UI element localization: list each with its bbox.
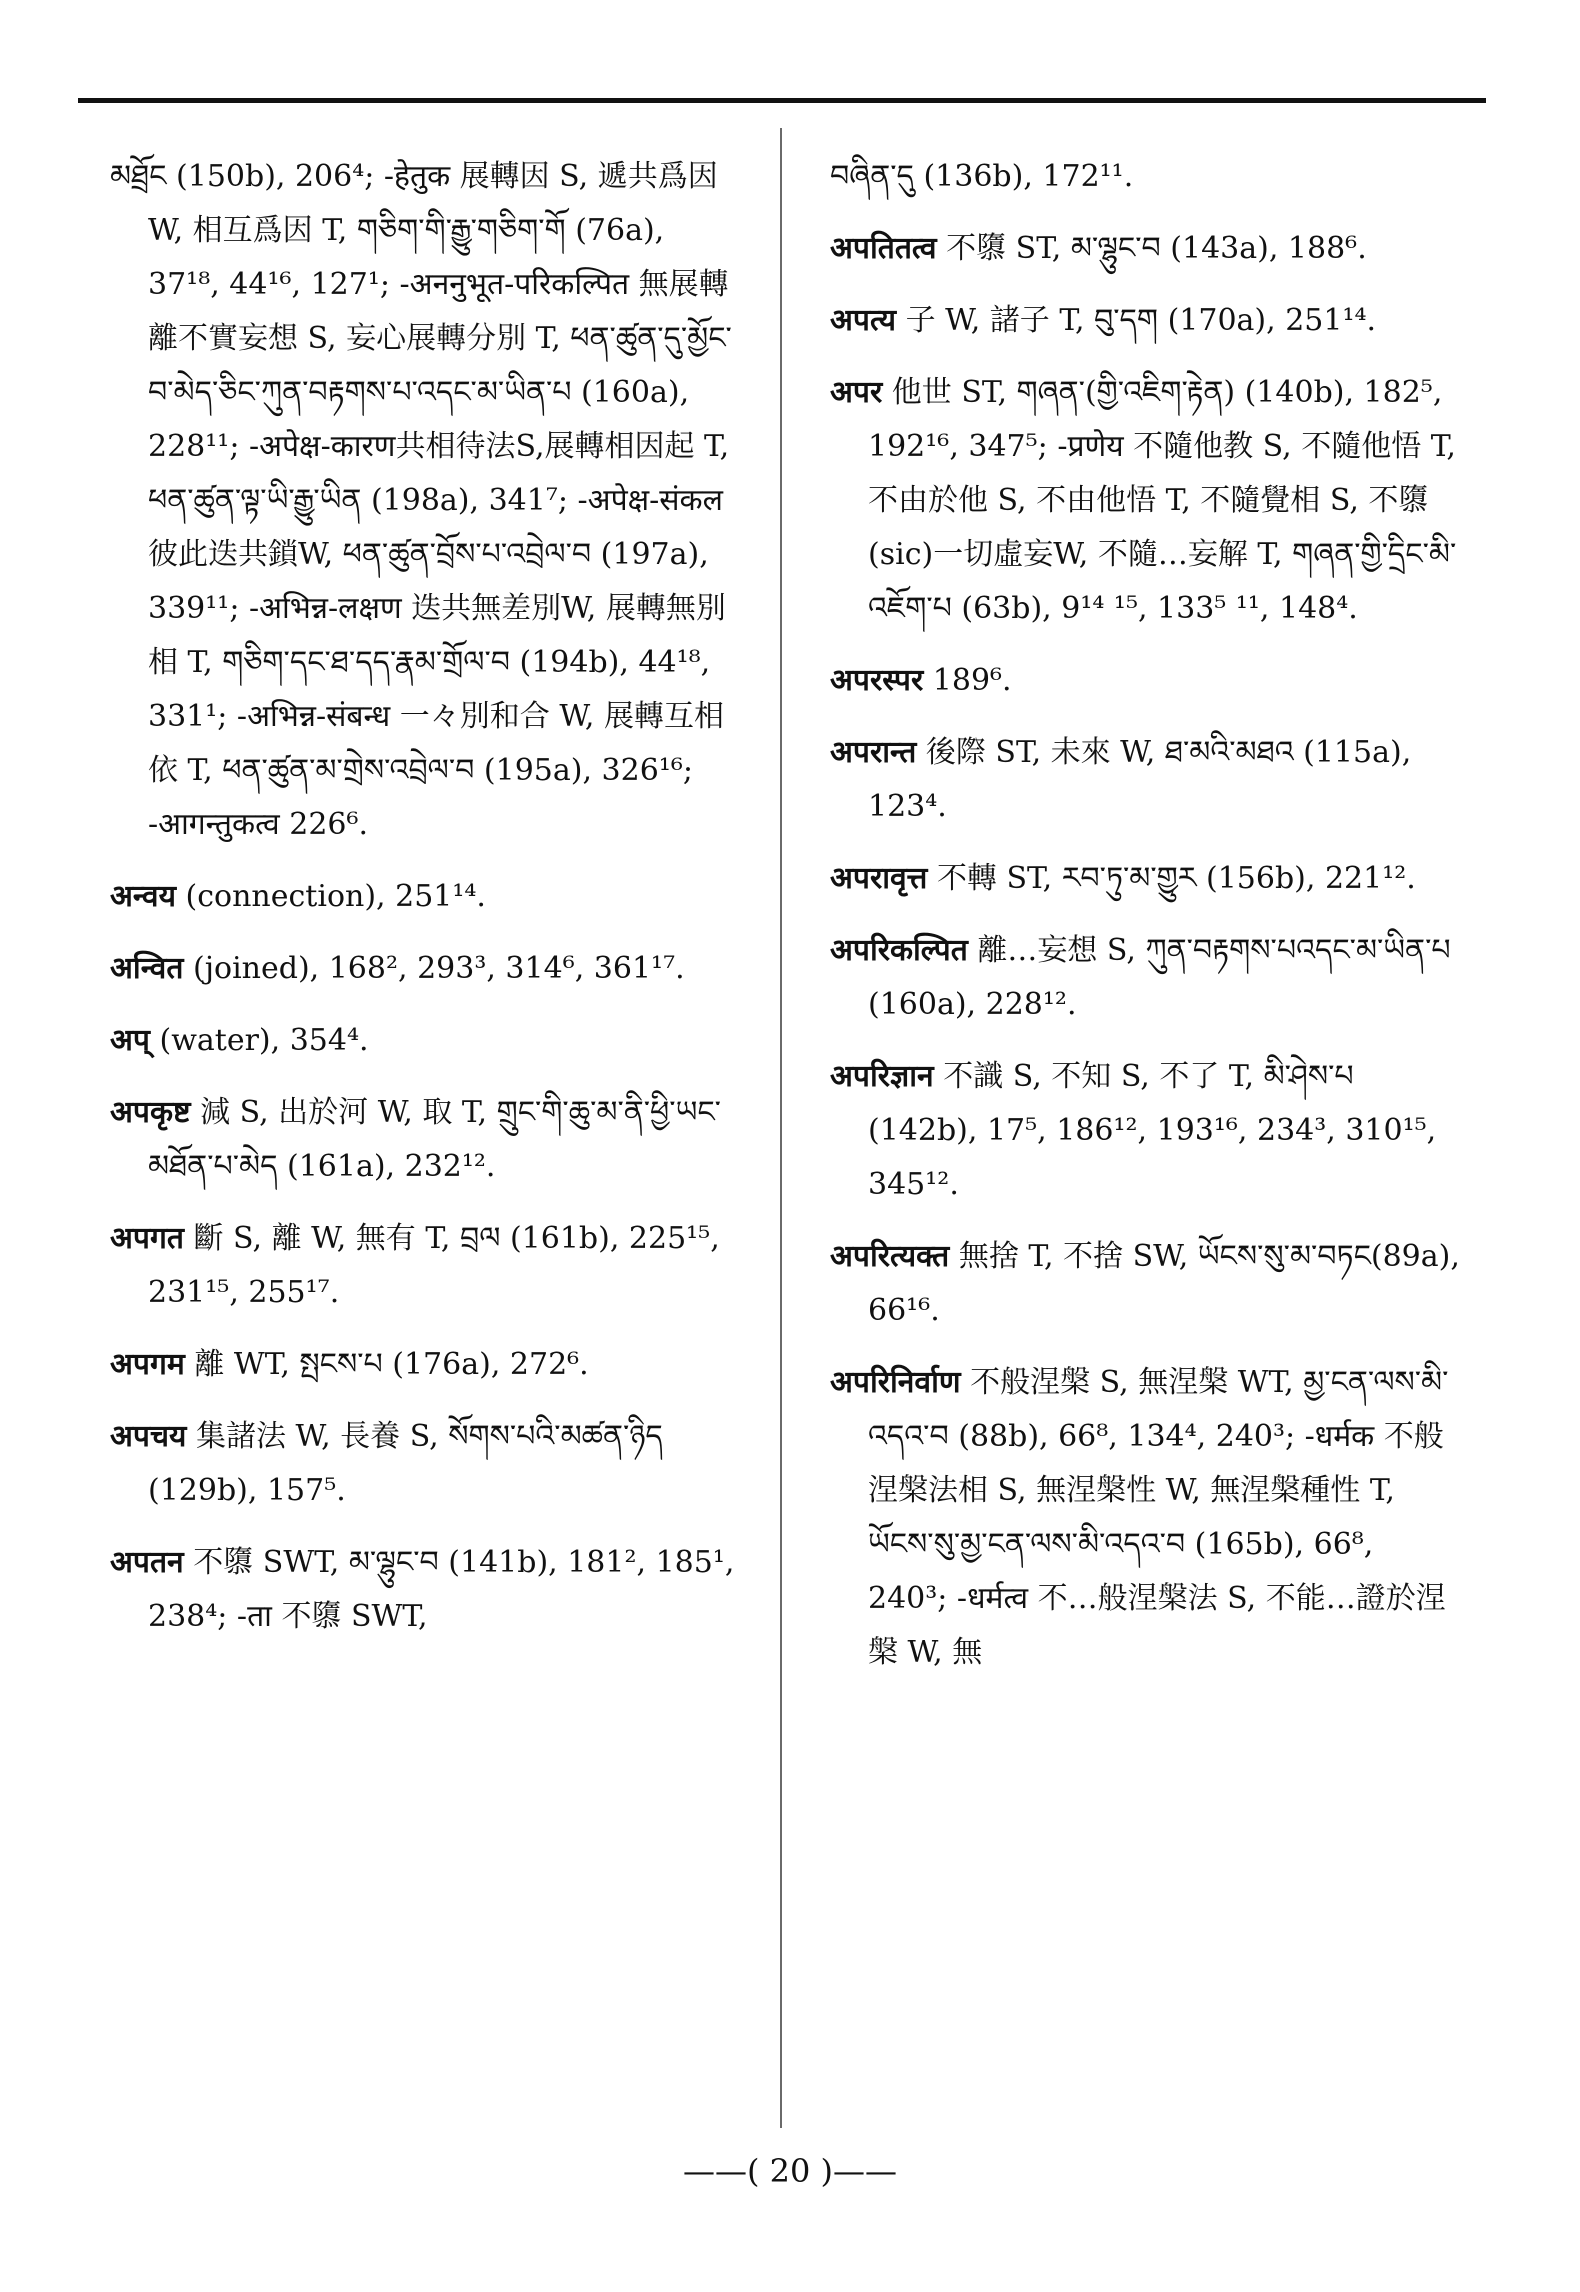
entry-headword: अपरावृत्त <box>830 861 928 896</box>
dictionary-entry <box>830 1230 1460 1338</box>
entry-body: 189⁶. <box>932 663 1012 698</box>
dictionary-entry <box>830 924 1460 1032</box>
entry-body: 不轉 ST, རབ་ཏུ་མ་གྱུར (156b), 221¹². <box>936 861 1416 896</box>
entry-headword: अन्वय <box>110 879 176 914</box>
entry-headword: अपरिनिर्वाण <box>830 1365 961 1400</box>
dictionary-entry <box>110 942 740 996</box>
entry-body: 後際 ST, 未來 W, ཐ་མའི་མཐའ (115a), 123⁴. <box>868 735 1412 824</box>
entry-headword: अपतितत्व <box>830 231 937 266</box>
entry-body: 減 S, 出於河 W, 取 T, གྲུང་གི་ཆུ་མ་ནི་ཕྱི་ཡང་མཐོན་པ་མེད (161a), 232¹². <box>148 1095 721 1184</box>
entry-body: (water), 354⁴. <box>159 1023 369 1058</box>
dictionary-entry <box>110 1410 740 1518</box>
entry-headword: अपगम <box>110 1347 185 1382</box>
dictionary-entry <box>830 726 1460 834</box>
entry-body: བཞིན་དུ (136b), 172¹¹. <box>830 159 1134 194</box>
entry-headword: अपरिकल्पित <box>830 933 968 968</box>
entry-body: 不隳 ST, མ་ལྷུང་བ (143a), 188⁶. <box>946 231 1367 266</box>
entry-body: 不般涅槃 S, 無涅槃 WT, མྱ་ངན་ལས་མི་འདའ་བ (88b), 66⁸, 134⁴, 240³; -धर्मक 不般涅槃法相 S, 無涅槃性 W, 無涅槃種性 T, ཡོངས་སུ་མྱ་ངན་ལས་མི་འདའ་བ (165b), 66⁸, 240³; -धर्मत्व 不…般涅槃法 S, 不能…證於涅槃 W, 無 <box>868 1365 1449 1670</box>
entry-body: 集諸法 W, 長養 S, སོགས་པའི་མཚན་ཉིད (129b), 157⁵. <box>148 1419 663 1508</box>
dictionary-entry <box>110 870 740 924</box>
page-number: ——( 20 )—— <box>682 2152 898 2190</box>
dictionary-entry <box>110 1014 740 1068</box>
entry-body: 無捨 T, 不捨 SW, ཡོངས་སུ་མ་བཏང(89a), 66¹⁶. <box>868 1239 1460 1328</box>
right-column <box>830 150 1460 1698</box>
entry-body: 子 W, 諸子 T, བུ་དག (170a), 251¹⁴. <box>905 303 1377 338</box>
entry-headword: अपरान्त <box>830 735 917 770</box>
dictionary-entry <box>830 654 1460 708</box>
entry-headword: अपगत <box>110 1221 184 1256</box>
dictionary-entry <box>110 150 740 852</box>
entry-body: 他世 ST, གཞན་(གྱི་འཇིག་རྟེན) (140b), 182⁵, 192¹⁶, 347⁵; -प्रणेय 不隨他教 S, 不隨他悟 T, 不由於他 S, 不由他悟 T, 不隨覺相 S, 不隳(sic)一切虛妄W, 不隨…妄解 T, གཞན་གྱི་དྲིང་མི་འཇོག་པ (63b), 9¹⁴ ¹⁵, 133⁵ ¹¹, 148⁴. <box>868 375 1457 626</box>
column-divider <box>780 128 782 2128</box>
entry-headword: अपकृष्ट <box>110 1095 191 1130</box>
dictionary-entry <box>830 294 1460 348</box>
entry-body: 不識 S, 不知 S, 不了 T, མི་ཤེས་པ (142b), 17⁵, 186¹², 193¹⁶, 234³, 310¹⁵, 345¹². <box>868 1059 1437 1202</box>
top-rule <box>78 98 1486 103</box>
dictionary-entry <box>830 1050 1460 1212</box>
entry-body: 離 WT, སྤངས་པ (176a), 272⁶. <box>194 1347 589 1382</box>
entry-body: 斷 S, 離 W, 無有 T, བྲལ (161b), 225¹⁵, 231¹⁵, 255¹⁷. <box>148 1221 720 1310</box>
entry-headword: अपर <box>830 375 883 410</box>
left-column <box>110 150 740 1662</box>
dictionary-entry <box>110 1212 740 1320</box>
entry-headword: अपतन <box>110 1545 184 1580</box>
entry-headword: अपरिज्ञान <box>830 1059 934 1094</box>
entry-body: མཐྲོང (150b), 206⁴; -हेतुक 展轉因 S, 遞共爲因 W, 相互爲因 T, གཅིག་གི་རྒྱུ་གཅིག་གོ (76a), 37¹⁸, 44¹⁶, 127¹; -अननुभूत-परिकल्पित 無展轉離不實妄想 S, 妄心展轉分別 T, ཕན་ཚུན་དུ་མྱོང་བ་མེད་ཅིང་ཀུན་བརྟགས་པ་འདང་མ་ཡིན་པ (160a), 228¹¹; -अपेक्ष-कारण共相待法S,展轉相因起 T, ཕན་ཚུན་ལྟ་ཡི་རྒྱུ་ཡིན (198a), 341⁷; -अपेक्ष-संकल 彼此迭共鎖W, ཕན་ཚུན་བྲོས་པ་འབྲེལ་བ (197a), 339¹¹; -अभिन्न-लक्षण 迭共無差別W, 展轉無別相 T, གཅིག་དང་ཐ་དད་རྣམ་གྲོལ་བ (194b), 44¹⁸, 331¹; -अभिन्न-संबन्ध 一々別和合 W, 展轉互相依 T, ཕན་ཚུན་མ་གྲེས་འབྲེལ་བ (195a), 326¹⁶; -आगन्तुकत्व 226⁶. <box>110 159 732 842</box>
dictionary-entry <box>110 1086 740 1194</box>
entry-headword: अन्वित <box>110 951 184 986</box>
dictionary-entry <box>830 852 1460 906</box>
dictionary-entry <box>110 1536 740 1644</box>
entry-body: 不隳 SWT, མ་ལྷུང་བ (141b), 181², 185¹, 238⁴; -ता 不隳 SWT, <box>148 1545 735 1634</box>
entry-headword: अपचय <box>110 1419 187 1454</box>
dictionary-entry <box>830 366 1460 636</box>
entry-headword: अप् <box>110 1023 150 1058</box>
entry-body: 離…妄想 S, ཀུན་བརྟགས་པའདང་མ་ཡིན་པ (160a), 228¹². <box>868 933 1451 1022</box>
dictionary-entry <box>830 222 1460 276</box>
entry-headword: अपत्य <box>830 303 897 338</box>
dictionary-entry <box>830 1356 1460 1680</box>
entry-body: (joined), 168², 293³, 314⁶, 361¹⁷. <box>193 951 685 986</box>
dictionary-entry <box>830 150 1460 204</box>
entry-body: (connection), 251¹⁴. <box>185 879 486 914</box>
entry-headword: अपरित्यक्त <box>830 1239 950 1274</box>
dictionary-entry <box>110 1338 740 1392</box>
entry-headword: अपरस्पर <box>830 663 924 698</box>
